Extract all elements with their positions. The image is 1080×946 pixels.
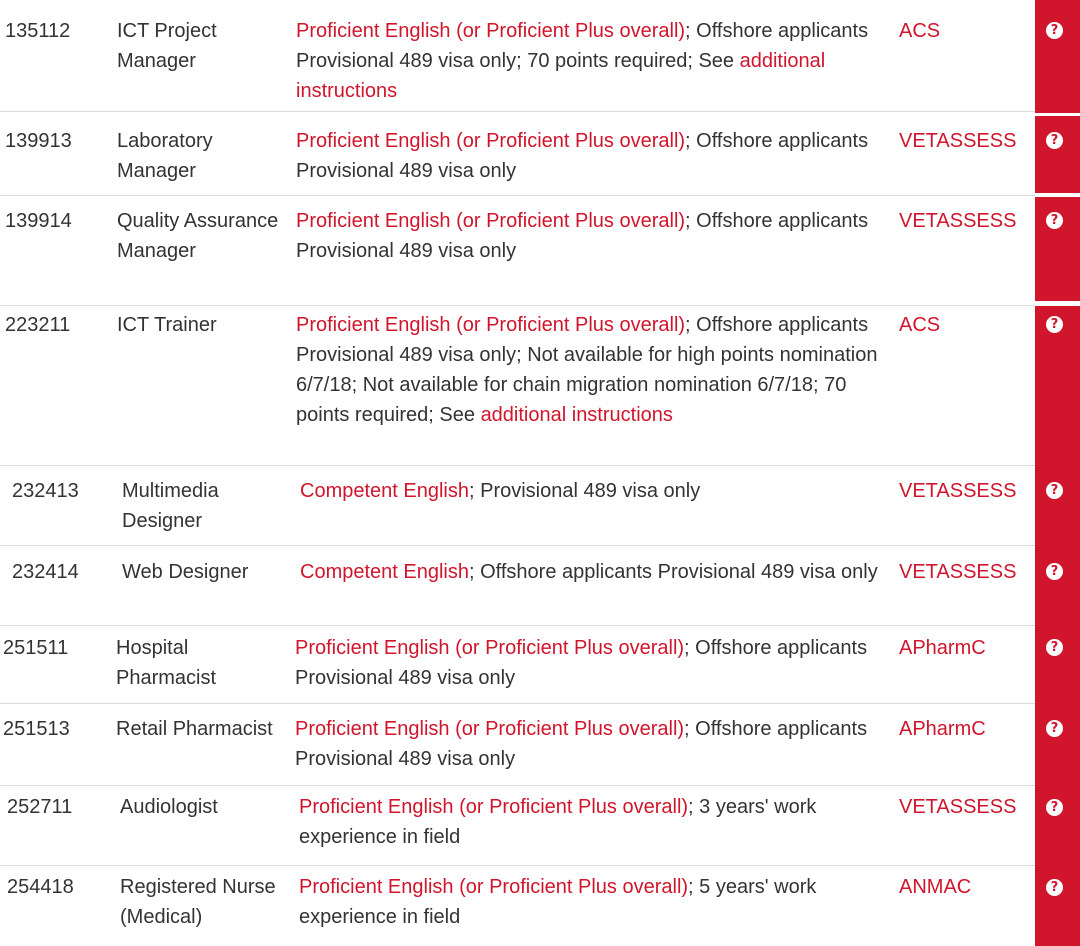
assessing-authority-link[interactable]: APharmC bbox=[899, 637, 986, 659]
requirement-link[interactable]: Proficient English (or Proficient Plus overall) bbox=[299, 876, 689, 898]
help-icon[interactable]: ? bbox=[1046, 482, 1063, 499]
requirements bbox=[299, 792, 884, 852]
requirements bbox=[296, 310, 881, 430]
help-icon[interactable]: ? bbox=[1046, 563, 1063, 580]
help-icon[interactable]: ? bbox=[1046, 316, 1063, 333]
assessing-authority-link[interactable]: VETASSESS bbox=[899, 210, 1017, 232]
requirement-link[interactable]: Competent English bbox=[300, 480, 469, 502]
row-divider bbox=[0, 465, 1035, 466]
requirement-text: ; Provisional 489 visa only bbox=[468, 480, 701, 502]
requirement-text: ; Offshore applicants Provisional 489 visa only bbox=[295, 718, 868, 770]
requirement-text: ; Offshore applicants Provisional 489 visa only; 70 points required; See bbox=[296, 20, 869, 72]
row-divider bbox=[0, 195, 1035, 196]
requirements bbox=[296, 16, 881, 106]
requirements bbox=[295, 714, 880, 774]
help-icon[interactable]: ? bbox=[1046, 799, 1063, 816]
occupation-title: Retail Pharmacist bbox=[116, 718, 273, 740]
requirements bbox=[300, 476, 885, 506]
occupation-title: Audiologist bbox=[120, 796, 218, 818]
occupation-title: ICT Project Manager bbox=[117, 20, 217, 72]
requirement-text: ; 5 years' work experience in field bbox=[299, 876, 817, 928]
assessing-authority-link[interactable]: VETASSESS bbox=[899, 561, 1017, 583]
requirement-text: ; Offshore applicants Provisional 489 visa only bbox=[296, 130, 869, 182]
requirement-link[interactable]: Proficient English (or Proficient Plus overall) bbox=[296, 314, 686, 336]
occupation-title: ICT Trainer bbox=[117, 314, 217, 336]
requirement-link[interactable]: Proficient English (or Proficient Plus overall) bbox=[296, 210, 686, 232]
assessing-authority-link[interactable]: ACS bbox=[899, 20, 941, 42]
requirement-text: ; Offshore applicants Provisional 489 visa only bbox=[468, 561, 878, 583]
occupation-code: 139913 bbox=[5, 130, 72, 152]
occupation-code: 223211 bbox=[5, 314, 71, 336]
occupation-title: Registered Nurse (Medical) bbox=[120, 876, 276, 928]
occupation-code: 232414 bbox=[12, 561, 79, 583]
requirement-text: ; 3 years' work experience in field bbox=[299, 796, 817, 848]
requirement-link[interactable]: additional instructions bbox=[296, 50, 826, 102]
help-icon[interactable]: ? bbox=[1046, 639, 1063, 656]
requirement-link[interactable]: Proficient English (or Proficient Plus overall) bbox=[295, 718, 685, 740]
help-icon[interactable]: ? bbox=[1046, 22, 1063, 39]
help-strip-segment bbox=[1035, 0, 1080, 113]
help-icon[interactable]: ? bbox=[1046, 132, 1063, 149]
occupation-title: Quality Assurance Manager bbox=[117, 210, 279, 262]
requirements bbox=[299, 872, 884, 932]
occupation-title: Laboratory Manager bbox=[117, 130, 213, 182]
help-icon[interactable]: ? bbox=[1046, 879, 1063, 896]
requirement-link[interactable]: additional instructions bbox=[480, 404, 673, 426]
assessing-authority-link[interactable]: ANMAC bbox=[899, 876, 972, 898]
occupation-code: 232413 bbox=[12, 480, 79, 502]
requirement-link[interactable]: Proficient English (or Proficient Plus overall) bbox=[299, 796, 689, 818]
requirement-text: ; Offshore applicants Provisional 489 visa only; Not available for high points nomination 6/7/18; Not available for chain migration nomination 6/7/18; 70 points required; See bbox=[296, 314, 878, 426]
assessing-authority-link[interactable]: VETASSESS bbox=[899, 130, 1017, 152]
occupation-title: Multimedia Designer bbox=[122, 480, 219, 532]
occupation-title: Web Designer bbox=[122, 561, 249, 583]
occupation-code: 251511 bbox=[3, 637, 69, 659]
row-divider bbox=[0, 625, 1035, 626]
occupation-code: 254418 bbox=[7, 876, 74, 898]
requirement-text: ; Offshore applicants Provisional 489 visa only bbox=[295, 637, 868, 689]
assessing-authority-link[interactable]: APharmC bbox=[899, 718, 986, 740]
help-strip-segment bbox=[1035, 116, 1080, 193]
requirement-link[interactable]: Proficient English (or Proficient Plus overall) bbox=[296, 20, 686, 42]
requirements bbox=[300, 557, 885, 587]
help-icon[interactable]: ? bbox=[1046, 720, 1063, 737]
requirement-text: ; Offshore applicants Provisional 489 visa only bbox=[296, 210, 869, 262]
occupation-title: Hospital Pharmacist bbox=[116, 637, 217, 689]
requirement-link[interactable]: Competent English bbox=[300, 561, 469, 583]
row-divider bbox=[0, 703, 1035, 704]
occupation-code: 252711 bbox=[7, 796, 73, 818]
assessing-authority-link[interactable]: VETASSESS bbox=[899, 480, 1017, 502]
assessing-authority-link[interactable]: ACS bbox=[899, 314, 941, 336]
occupation-code: 251513 bbox=[3, 718, 70, 740]
help-strip-segment bbox=[1035, 306, 1080, 946]
assessing-authority-link[interactable]: VETASSESS bbox=[899, 796, 1017, 818]
requirement-link[interactable]: Proficient English (or Proficient Plus overall) bbox=[296, 130, 686, 152]
occupation-code: 135112 bbox=[5, 20, 71, 42]
row-divider bbox=[0, 111, 1035, 112]
requirements bbox=[295, 633, 880, 693]
help-icon[interactable]: ? bbox=[1046, 212, 1063, 229]
requirements bbox=[296, 126, 881, 186]
row-divider bbox=[0, 785, 1035, 786]
requirements bbox=[296, 206, 881, 266]
requirement-link[interactable]: Proficient English (or Proficient Plus overall) bbox=[295, 637, 685, 659]
row-divider bbox=[0, 305, 1035, 306]
row-divider bbox=[0, 865, 1035, 866]
occupation-code: 139914 bbox=[5, 210, 72, 232]
row-divider bbox=[0, 545, 1035, 546]
